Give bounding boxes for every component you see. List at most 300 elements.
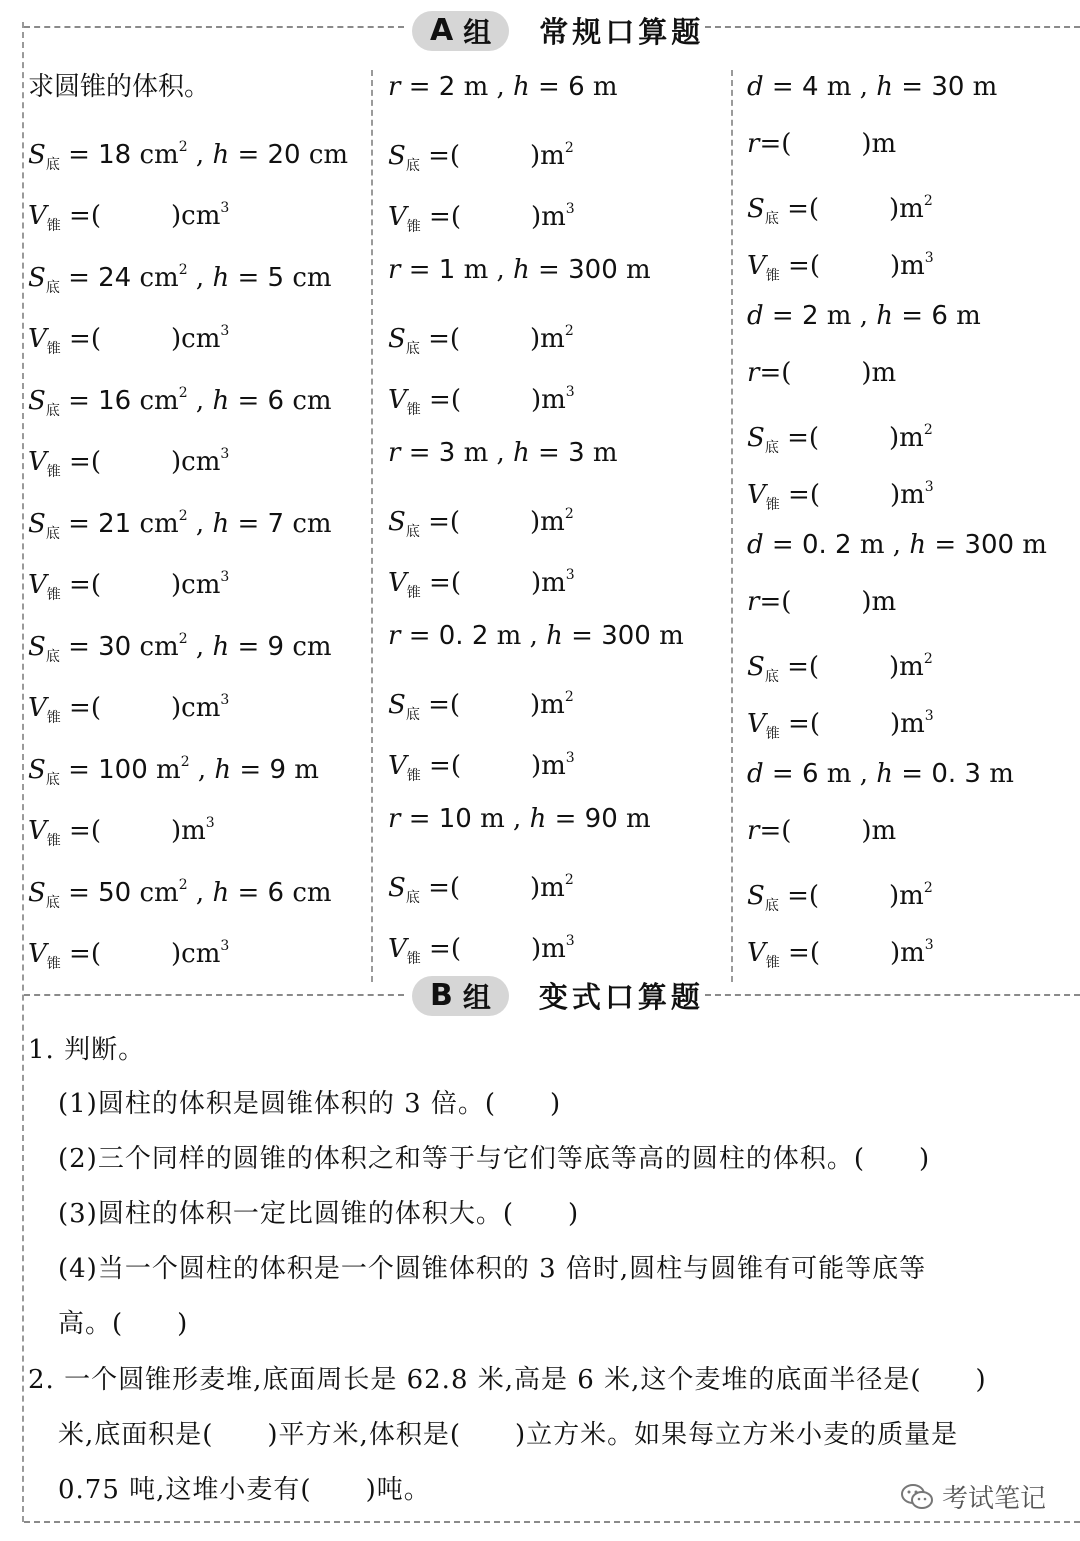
groupA-header <box>412 10 704 51</box>
close-unit: )m <box>530 568 566 598</box>
sup: 3 <box>924 937 934 953</box>
top-rule-right <box>705 26 1080 28</box>
var-r: r <box>388 621 401 651</box>
sup: 2 <box>564 140 574 156</box>
var-v: V <box>28 447 47 477</box>
comma: , <box>187 140 213 170</box>
close-unit: )m <box>530 751 566 781</box>
col-divider-2 <box>731 70 733 982</box>
unit: cm <box>131 632 179 662</box>
d-value: 4 <box>801 72 819 102</box>
var-v: V <box>388 934 407 964</box>
height-value: 6 <box>931 301 948 331</box>
var-s: S <box>388 141 406 171</box>
sup: 3 <box>565 750 575 766</box>
sub-base: 底 <box>45 649 60 665</box>
answer-base-area <box>747 642 933 694</box>
close-unit: )m <box>889 938 925 968</box>
var-h: h <box>529 804 547 834</box>
sub-base: 底 <box>45 280 60 296</box>
q1-item: (1)圆柱的体积是圆锥体积的 3 倍。( ) <box>58 1089 562 1119</box>
var-h: h <box>546 621 563 651</box>
var-s: S <box>747 881 765 911</box>
given-r-height <box>388 253 651 287</box>
close-unit: )m <box>889 652 924 682</box>
height-value: 3 <box>568 438 585 468</box>
var-h: h <box>876 301 893 331</box>
var-r: r <box>388 255 401 285</box>
eq: = <box>59 878 99 908</box>
sub-cone: 锥 <box>46 341 61 357</box>
eq-open: =( <box>419 507 461 537</box>
sub-base: 底 <box>45 772 60 788</box>
eq: = <box>59 140 99 170</box>
sup: 2 <box>180 754 190 770</box>
close-unit: )m <box>530 690 565 720</box>
answer-volume <box>28 191 229 243</box>
var-r: r <box>388 438 401 468</box>
eq-open: =( <box>779 709 820 739</box>
height-value: 300 <box>601 621 651 651</box>
close-unit: )m <box>530 141 565 171</box>
unit: m , <box>818 759 877 789</box>
sup: 2 <box>564 506 574 522</box>
given-d-height <box>747 70 997 104</box>
answer-volume <box>28 929 229 981</box>
eq-open: =( <box>419 873 461 903</box>
var-h: h <box>513 255 530 285</box>
q1-item: (4)当一个圆柱的体积是一个圆锥体积的 3 倍时,圆柱与圆锥有可能等底等 <box>58 1254 927 1284</box>
unit: cm <box>131 263 179 293</box>
unit: m <box>584 72 618 102</box>
wechat-icon <box>900 1483 934 1511</box>
eq: = <box>400 621 439 651</box>
sup: 3 <box>220 200 230 216</box>
q1-item: 高。( ) <box>58 1309 189 1339</box>
var-s: S <box>28 263 46 293</box>
answer-radius <box>747 814 896 848</box>
close-unit: )cm <box>170 693 221 723</box>
eq-open: =( <box>759 816 792 846</box>
answer-radius <box>747 356 896 390</box>
answer-base-area <box>388 314 574 366</box>
sub-base: 底 <box>405 707 420 723</box>
given-base-height <box>28 868 332 920</box>
eq: = <box>926 530 965 560</box>
var-v: V <box>28 570 47 600</box>
d-value: 2 <box>801 301 819 331</box>
unit: m <box>650 621 684 651</box>
d-value: 6 <box>801 759 819 789</box>
var-s: S <box>28 386 46 416</box>
var-s: S <box>388 873 406 903</box>
sub-cone: 锥 <box>406 951 421 967</box>
sub-base: 底 <box>764 440 779 456</box>
unit: m <box>617 255 651 285</box>
eq-open: =( <box>419 324 461 354</box>
given-base-height <box>28 253 332 305</box>
sub-base: 底 <box>45 526 60 542</box>
unit: cm <box>284 386 332 416</box>
base-area-value: 30 <box>98 632 132 662</box>
eq-open: =( <box>420 934 461 964</box>
eq-open: =( <box>779 480 820 510</box>
sup: 2 <box>564 689 574 705</box>
sup: 3 <box>924 250 934 266</box>
sub-cone: 锥 <box>765 497 780 513</box>
sub-cone: 锥 <box>46 956 61 972</box>
var-h: h <box>214 755 232 785</box>
bottom-rule <box>24 1521 1080 1523</box>
eq-open: =( <box>778 881 820 911</box>
eq: = <box>229 263 268 293</box>
q2-line: 2. 一个圆锥形麦堆,底面周长是 62.8 米,高是 6 米,这个麦堆的底面半径是( ) <box>28 1365 987 1395</box>
groupA-letter: A <box>430 13 454 48</box>
sub-cone: 锥 <box>46 587 61 603</box>
comma: , <box>187 632 213 662</box>
var-v: V <box>28 324 47 354</box>
height-value: 9 <box>269 755 287 785</box>
groupA-badge <box>412 11 509 51</box>
eq: = <box>400 255 439 285</box>
unit: m , <box>818 72 877 102</box>
close-unit: )cm <box>170 324 221 354</box>
base-area-value: 21 <box>98 509 132 539</box>
sub-base: 底 <box>405 524 420 540</box>
unit: m <box>584 438 618 468</box>
answer-base-area <box>388 131 574 183</box>
d-value: 0. 2 <box>801 530 852 560</box>
eq-open: =( <box>778 652 820 682</box>
close-unit: )m <box>889 251 925 281</box>
answer-volume <box>388 741 575 793</box>
unit: m <box>947 301 981 331</box>
var-h: h <box>212 878 230 908</box>
var-r: r <box>747 129 760 159</box>
sup: 3 <box>220 446 230 462</box>
var-s: S <box>388 324 406 354</box>
unit: m <box>964 72 998 102</box>
var-s: S <box>28 878 46 908</box>
unit: cm <box>131 878 179 908</box>
close-unit: )m <box>530 934 566 964</box>
eq-open: =( <box>420 751 461 781</box>
close-unit: )m <box>889 423 924 453</box>
r-value: 1 <box>438 255 456 285</box>
answer-volume <box>28 683 229 735</box>
var-s: S <box>388 690 406 720</box>
sub-cone: 锥 <box>765 268 780 284</box>
unit: m , <box>455 255 514 285</box>
groupA-group-label: 组 <box>463 15 492 49</box>
eq: = <box>400 438 439 468</box>
eq-open: =( <box>60 939 101 969</box>
var-s: S <box>28 140 46 170</box>
given-r-height <box>388 802 651 836</box>
answer-base-area <box>388 497 574 549</box>
eq-open: =( <box>60 447 101 477</box>
sub-cone: 锥 <box>46 464 61 480</box>
var-v: V <box>388 202 407 232</box>
var-s: S <box>388 507 406 537</box>
var-v: V <box>388 385 407 415</box>
mid-rule-right <box>705 994 1080 996</box>
answer-volume <box>28 806 215 858</box>
eq: = <box>562 621 602 651</box>
groupB-badge <box>412 976 509 1016</box>
given-base-height <box>28 745 319 797</box>
sup: 3 <box>924 708 934 724</box>
close-unit: )m <box>889 881 924 911</box>
eq: = <box>529 72 569 102</box>
var-h: h <box>876 72 893 102</box>
mid-rule-left <box>24 994 404 996</box>
sup: 2 <box>564 872 574 888</box>
eq-open: =( <box>779 938 820 968</box>
close-unit: )cm <box>170 447 221 477</box>
base-area-value: 24 <box>98 263 132 293</box>
unit: m <box>980 759 1014 789</box>
eq-open: =( <box>759 129 792 159</box>
answer-base-area <box>388 680 574 732</box>
base-area-value: 100 <box>98 755 148 785</box>
unit: m <box>147 755 181 785</box>
sub-base: 底 <box>45 403 60 419</box>
var-v: V <box>747 251 766 281</box>
var-r: r <box>388 804 401 834</box>
watermark-text: 考试笔记 <box>942 1484 1047 1514</box>
col-divider-1 <box>371 70 373 982</box>
eq-open: =( <box>419 690 461 720</box>
unit: cm <box>131 386 179 416</box>
unit: m , <box>455 438 514 468</box>
sub-cone: 锥 <box>765 726 780 742</box>
var-v: V <box>388 568 407 598</box>
sup: 2 <box>923 651 933 667</box>
unit: m <box>617 804 651 834</box>
base-area-value: 18 <box>98 140 132 170</box>
var-h: h <box>513 72 530 102</box>
sup: 2 <box>178 385 188 401</box>
eq-open: =( <box>60 201 101 231</box>
unit: m , <box>851 530 910 560</box>
unit: m , <box>455 72 514 102</box>
var-v: V <box>28 816 47 846</box>
r-value: 3 <box>438 438 456 468</box>
answer-volume <box>28 437 229 489</box>
close-unit: )m <box>889 709 925 739</box>
sup: 3 <box>205 815 215 831</box>
unit: m , <box>818 301 877 331</box>
sub-base: 底 <box>764 211 779 227</box>
eq-open: =( <box>420 202 461 232</box>
var-s: S <box>747 194 765 224</box>
left-border <box>22 22 24 1522</box>
var-r: r <box>747 816 760 846</box>
sub-base: 底 <box>764 898 779 914</box>
sub-cone: 锥 <box>406 768 421 784</box>
answer-volume <box>747 241 934 293</box>
answer-volume <box>747 699 934 751</box>
sup: 3 <box>220 692 230 708</box>
eq: = <box>546 804 585 834</box>
sup: 3 <box>565 567 575 583</box>
groupB-title: 变式口算题 <box>538 980 704 1014</box>
var-s: S <box>747 423 765 453</box>
close-unit: )cm <box>170 570 221 600</box>
sub-cone: 锥 <box>46 218 61 234</box>
var-h: h <box>909 530 927 560</box>
given-base-height <box>28 130 348 182</box>
groupB-group-label: 组 <box>462 980 491 1014</box>
comma: , <box>187 878 213 908</box>
given-r-height <box>388 619 684 653</box>
height-value: 300 <box>964 530 1015 560</box>
sup: 3 <box>220 938 230 954</box>
q1-title: 1. 判断。 <box>28 1035 146 1065</box>
close-unit: )m <box>530 873 565 903</box>
eq-open: =( <box>60 324 101 354</box>
sup: 2 <box>178 877 188 893</box>
var-s: S <box>747 652 765 682</box>
eq-open: =( <box>420 568 461 598</box>
eq: = <box>229 386 268 416</box>
eq-open: =( <box>60 570 101 600</box>
given-d-height <box>747 528 1047 562</box>
unit: cm <box>284 509 332 539</box>
close-unit: )m <box>889 480 925 510</box>
eq: = <box>229 878 268 908</box>
unit: m <box>286 755 319 785</box>
answer-radius <box>747 127 896 161</box>
eq: = <box>763 759 802 789</box>
answer-radius <box>747 585 896 619</box>
sub-base: 底 <box>405 890 420 906</box>
sup: 2 <box>178 139 188 155</box>
close-unit: )m <box>530 507 565 537</box>
eq: = <box>59 632 99 662</box>
sup: 2 <box>564 323 574 339</box>
var-v: V <box>747 480 766 510</box>
eq-open: =( <box>419 141 461 171</box>
unit: cm <box>284 263 332 293</box>
var-d: d <box>747 301 764 331</box>
top-rule-left <box>24 26 404 28</box>
var-h: h <box>876 759 893 789</box>
eq-open: =( <box>60 816 101 846</box>
close-unit: )cm <box>170 939 221 969</box>
comma: , <box>187 509 213 539</box>
height-value: 0. 3 <box>931 759 981 789</box>
sub-cone: 锥 <box>46 833 61 849</box>
height-value: 20 <box>267 140 301 170</box>
height-value: 6 <box>267 878 285 908</box>
var-d: d <box>747 759 764 789</box>
eq: = <box>229 140 268 170</box>
sub-cone: 锥 <box>406 585 421 601</box>
instruction: 求圆锥的体积。 <box>28 72 211 102</box>
comma: , <box>187 386 213 416</box>
var-s: S <box>28 755 46 785</box>
var-d: d <box>747 72 764 102</box>
eq: = <box>400 804 439 834</box>
var-v: V <box>28 939 47 969</box>
r-value: 10 <box>438 804 472 834</box>
eq: = <box>529 438 569 468</box>
groupA-title: 常规口算题 <box>539 15 705 49</box>
sup: 2 <box>178 262 188 278</box>
given-base-height <box>28 622 332 674</box>
given-d-height <box>747 757 1014 791</box>
answer-volume <box>28 314 229 366</box>
sup: 3 <box>220 569 230 585</box>
sub-base: 底 <box>405 158 420 174</box>
eq: = <box>763 72 802 102</box>
close-unit: )m <box>530 202 566 232</box>
unit: cm <box>131 509 179 539</box>
groupB-letter: B <box>430 978 453 1013</box>
eq-open: =( <box>759 358 792 388</box>
close-unit: )m <box>861 587 897 617</box>
sub-base: 底 <box>45 157 60 173</box>
eq-open: =( <box>779 251 820 281</box>
var-h: h <box>212 632 230 662</box>
close-unit: )m <box>861 358 897 388</box>
height-value: 6 <box>568 72 585 102</box>
height-value: 90 <box>584 804 618 834</box>
answer-base-area <box>747 871 933 923</box>
r-value: 2 <box>438 72 456 102</box>
q2-line: 米,底面积是( )平方米,体积是( )立方米。如果每立方米小麦的质量是 <box>58 1420 959 1450</box>
eq-open: =( <box>778 194 820 224</box>
eq-open: =( <box>420 385 461 415</box>
sup: 3 <box>924 479 934 495</box>
unit: cm <box>131 140 179 170</box>
eq: = <box>763 301 802 331</box>
unit: m <box>1014 530 1047 560</box>
var-v: V <box>388 751 407 781</box>
eq: = <box>400 72 439 102</box>
unit: cm <box>300 140 349 170</box>
unit: cm <box>284 632 332 662</box>
close-unit: )cm <box>170 201 221 231</box>
eq: = <box>229 509 268 539</box>
sup: 3 <box>220 323 230 339</box>
var-v: V <box>747 938 766 968</box>
height-value: 300 <box>568 255 618 285</box>
eq: = <box>59 263 99 293</box>
var-d: d <box>747 530 764 560</box>
answer-volume <box>28 560 229 612</box>
comma: , <box>189 755 215 785</box>
eq: = <box>231 755 270 785</box>
eq: = <box>59 386 99 416</box>
height-value: 6 <box>267 386 285 416</box>
answer-volume <box>388 192 575 244</box>
r-value: 0. 2 <box>438 621 489 651</box>
height-value: 30 <box>931 72 965 102</box>
q1-item: (2)三个同样的圆锥的体积之和等于与它们等底等高的圆柱的体积。( ) <box>58 1144 931 1174</box>
answer-volume <box>388 558 575 610</box>
base-area-value: 16 <box>98 386 132 416</box>
q1-item: (3)圆柱的体积一定比圆锥的体积大。( ) <box>58 1199 580 1229</box>
var-v: V <box>28 693 47 723</box>
var-h: h <box>212 263 230 293</box>
sub-cone: 锥 <box>765 955 780 971</box>
sup: 2 <box>178 631 188 647</box>
given-d-height <box>747 299 981 333</box>
watermark <box>900 1478 1046 1515</box>
